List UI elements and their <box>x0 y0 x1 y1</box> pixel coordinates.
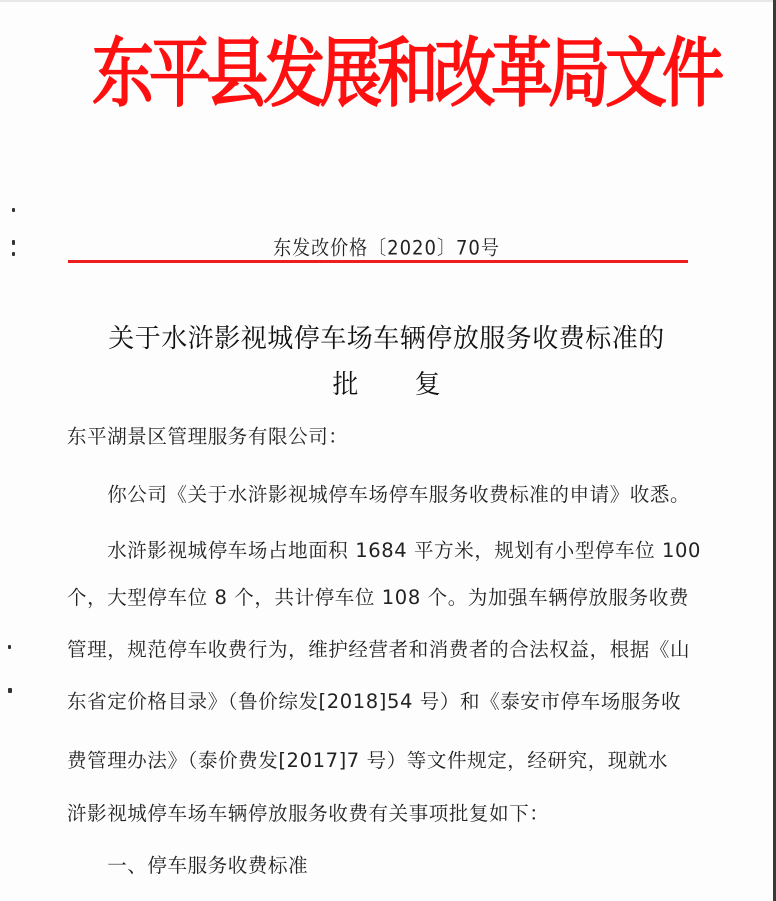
addressee: 东平湖景区管理服务有限公司： <box>67 425 349 448</box>
subtitle-char: 批 <box>332 370 359 400</box>
document-subtitle <box>0 364 773 401</box>
document-number: 东发改价格〔2020〕70号 <box>273 237 500 261</box>
scan-artifact <box>8 645 11 649</box>
body-line: 管理，规范停车收费行为，维护经营者和消费者的合法权益，根据《山 <box>67 638 691 661</box>
body-line: 个，大型停车位 8 个，共计停车位 108 个。为加强车辆停放服务收费 <box>67 586 689 609</box>
red-divider-rule <box>68 260 688 263</box>
section-heading: 一、停车服务收费标准 <box>67 854 309 877</box>
scan-artifact <box>8 688 12 693</box>
body-line: 费管理办法》（泰价费发[2017]7 号）等文件规定，经研究，现就水 <box>67 749 669 772</box>
scan-artifact <box>12 208 15 212</box>
body-line: 水浒影视城停车场占地面积 1684 平方米，规划有小型停车位 100 <box>67 539 702 562</box>
page-top-border <box>0 0 773 2</box>
document-title: 关于水浒影视城停车场车辆停放服务收费标准的 <box>108 324 665 354</box>
body-line: 东省定价格目录》（鲁价综发[2018]54 号）和《泰安市停车场服务收 <box>67 690 682 713</box>
letterhead-title: 东平县发展和改革局文件 <box>92 28 720 118</box>
subtitle-char: 复 <box>414 370 441 400</box>
body-line: 浒影视城停车场车辆停放服务收费有关事项批复如下： <box>67 802 550 825</box>
body-line: 你公司《关于水浒影视城停车场停车服务收费标准的申请》收悉。 <box>67 483 691 506</box>
